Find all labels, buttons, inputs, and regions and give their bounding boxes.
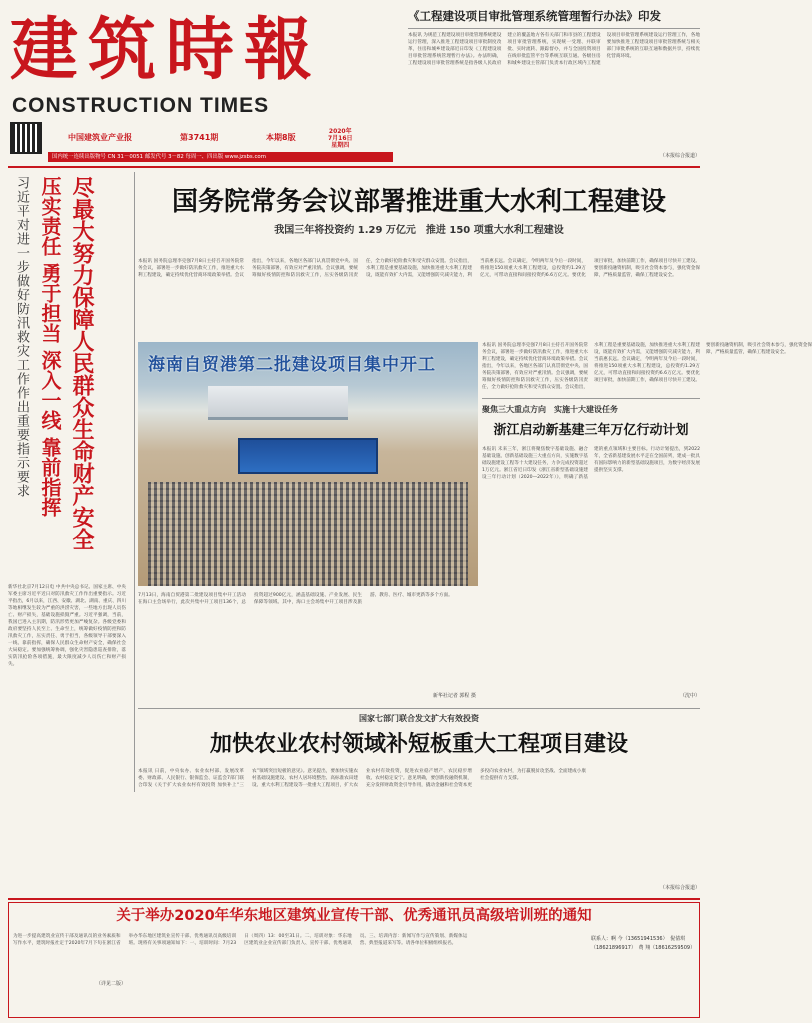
left-column [8, 172, 132, 992]
photo-title: 海南自贸港第二批建设项目集中开工 [148, 355, 436, 375]
right-sign: （沈中） [679, 693, 700, 699]
right-article [482, 342, 812, 702]
top-right-article [408, 8, 700, 160]
photo-image [138, 342, 478, 586]
main-story [138, 172, 700, 338]
right-headline: 浙江启动新基建三年万亿行动计划 [493, 423, 689, 438]
masthead-english: CONSTRUCTION TIMES [12, 94, 270, 117]
qr-code-icon [10, 122, 42, 154]
agri-headline: 加快农业农村领域补短板重大工程项目建设 [209, 731, 628, 757]
agri-body: 本报讯 日前，中央农办、农业农村部、发展改革委、财政部、人民银行、银保监会、证监会7部门联合印发《关于扩大农业农村有效投资 加快补上“三农”领域突出短板的意见》。意见提出，要加快实施农村基础设施建设、农村人居环境整治、高标准农田建设、重大水利工程建设等一批重大工程项目，扩大农业农村有效投资，促进农业稳产增产、农民稳步增收、农村稳定安宁。意见明确，要创新投融资机制，充分发挥财政资金引导作用，撬动金融和社会资本更多投向农业农村，为打赢脱贫攻坚战、全面建成小康社会提供有力支撑。 [138, 769, 586, 788]
right-label: 聚焦三大重点方向 实施十大建设任务 [482, 405, 618, 414]
issue-date [328, 128, 353, 149]
photo-building [208, 386, 348, 420]
info-bar-text: 国内统一连续出版物号 CN 31－0051 邮发代号 3－82 每周一、四出版 www.jzsbs.com [52, 154, 266, 160]
masthead-title: 建筑時報 [10, 10, 323, 90]
photo-stage-screen [238, 438, 378, 474]
agri-label: 国家七部门联合发文扩大有效投资 [359, 714, 479, 723]
main-headline: 国务院常务会议部署推进重大水利工程建设 [171, 187, 666, 217]
date-weekday: 星期四 [331, 142, 350, 149]
photo-caption: 7月13日，海南自贸港第二批建设项目集中开工活动在海口主会场举行，此次共集中开工项目136个，总投资超过900亿元，涵盖基础设施、产业发展、民生保障等领域。其中，海口主会场集中开工项目涉及旅游、教育、医疗、城市更新等多个方面。 [138, 593, 453, 605]
date-year: 2020年 [328, 128, 352, 135]
left-sign: （详见二版） [95, 981, 126, 987]
agri-story [138, 712, 700, 894]
masthead [8, 6, 403, 162]
main-body-continued: 本报讯 国务院总理李克强7月8日主持召开国务院常务会议，部署进一步做好防汛救灾工作，推进重大水利工程建设，确定持续优化营商环境政策举措。会议指出，今年以来，各地区各部门认真贯彻党中央、国务院决策部署，有效应对严重汛情。会议强调，要统筹做好疫情防控和防汛救灾工作，压实各级防汛责任，全力做好抢险救灾和受灾群众安置。会议指出，水利工程是重要基础设施，加快推进重大水利工程建设，既能有效扩大内需，又能增强防灾减灾能力，利当前惠长远。会议确定，今明两年及今后一段时间，将推进150项重大水利工程建设，总投资约1.29万亿元，可带动直接和间接投资约6.6万亿元。要优化项目审批，加快前期工作，确保项目尽快开工建设。要创新投融资机制，吸引社会资本参与，强化资金保障，严格质量监管，确保工程建设安全。 [482, 343, 812, 390]
main-body: 本报讯 国务院总理李克强7月8日主持召开国务院常务会议，部署进一步做好防汛救灾工作，推进重大水利工程建设，确定持续优化营商环境政策举措。会议指出，今年以来，各地区各部门认真贯彻党中央、国务院决策部署，有效应对严重汛情。会议强调，要统筹做好疫情防控和防汛救灾工作，压实各级防汛责任，全力做好抢险救灾和受灾群众安置。会议指出，水利工程是重要基础设施，加快推进重大水利工程建设，既能有效扩大内需，又能增强防灾减灾能力，利当前惠长远。会议确定，今明两年及今后一段时间，将推进150项重大水利工程建设，总投资约1.29万亿元，可带动直接和间接投资约6.6万亿元。要优化项目审批，加快前期工作，确保项目尽快开工建设。要创新投融资机制，吸引社会资本参与，强化资金保障，严格质量监管，确保工程建设安全。 [138, 259, 700, 278]
info-bar [48, 152, 393, 162]
left-body: 新华社北京7月12日电 中共中央总书记、国家主席、中央军委主席习近平近日对防汛救灾工作作出重要指示。习近平指出，6月以来，江西、安徽、湖北、湖南、重庆、四川等地相继发生较为严重的洪涝灾害，一些地方出现人员伤亡、财产损失，基础设施损毁严重。习近平强调，当前，我国已进入主汛期，防汛形势更加严峻复杂。各级党委和政府要坚持人民至上、生命至上，统筹做好疫情防控和防汛救灾工作，压实责任、勇于担当，各级领导干部要深入一线、靠前指挥，确保人民群众生命财产安全，确保社会大局稳定。要加强统筹协调，强化灾害隐患巡查排险，落实防汛抢险各项措施，最大限度减少人员伤亡和财产损失。 [8, 585, 126, 667]
date-day: 7月16日 [328, 135, 353, 142]
top-right-body: 本报讯 为规范工程建设项目审批管理系统建设运行管理，深入推进工程建设项目审批制度改革，住房和城乡建设部近日印发《工程建设项目审批管理系统管理暂行办法》。办法明确，工程建设项目审批管理系统是指各级人民政府建立的覆盖地方各有关部门和市县的工程建设项目审批管理系统，实现统一受理、并联审批、实时流转、跟踪督办，并与全国投资项目在线审批监管平台等系统互联互通。各级住房和城乡建设主管部门负责本行政区域内工程建设项目审批管理系统建设运行管理工作，各地要加快推进工程建设项目审批管理系统与相关部门审批系统的互联互通和数据共享，持续优化营商环境。 [408, 33, 700, 66]
main-subhead: 我国三年将投资约 1.29 万亿元 推进 150 项重大水利工程建设 [274, 225, 564, 236]
agri-sign: （本报综合报道） [659, 885, 700, 891]
left-main-line2: 压实责任 勇于担当 深入一线 靠前指挥 [38, 176, 62, 517]
issue-number: 第3741期 [180, 133, 219, 142]
top-right-headline: 《工程建设项目审批管理系统管理暂行办法》印发 [408, 9, 661, 23]
top-right-source: （本报综合报道） [659, 153, 700, 159]
photo-crowd [148, 482, 468, 586]
left-lead: 习近平对进一步做好防汛救灾工作作出重要指示要求 [14, 176, 29, 498]
page-count: 本期8版 [266, 133, 296, 142]
right-body: 本报讯 未来三年，浙江将聚焦数字基础设施、融合基础设施、创新基础设施三大重点方向，实施数字基础设施建设工程等十大建设任务，力争完成投资超过1万亿元。浙江省近日印发《浙江省新型基础设施建设三年行动计划（2020—2022年）》，明确了新基建的重点领域和主要目标。行动计划提出，到2022年，全省新基建发展水平走在全国前列，建成一批具有国际影响力的新型基础设施项目，为数字经济发展提供坚实支撑。 [482, 447, 700, 480]
notice-block [8, 902, 700, 1018]
notice-contacts: 联系人：啊 今（13651941536） 倪倩琪（18621896917） 费 翔（18616259509） [591, 936, 696, 951]
notice-headline: 关于举办2020年华东地区建筑业宣传干部、优秀通讯员高级培训班的通知 [116, 908, 592, 924]
photo-block [138, 342, 478, 702]
notice-body: 为进一步提高建筑业宣传干部及通讯员的业务素质和写作水平，建筑时报社定于2020年7月下旬在浙江省举办华东地区建筑业宣传干部、优秀通讯员高级培训班。现将有关事项通知如下：一、培训时间：7月23日（周四）13：00至31日。二、培训对象：华东地区建筑业企业宣传部门负责人、宣传干部、优秀通讯员。三、培训内容：新闻写作与宣传策划、新媒体运营、典型报道采写等。请各单位积极组织报名。 [13, 934, 468, 946]
left-main-line1: 尽最大努力保障人民群众生命财产安全 [69, 176, 95, 550]
photo-credit: 新华社记者 郭程 摄 [432, 693, 476, 699]
publisher-label: 中国建筑业产业报 [68, 133, 132, 142]
